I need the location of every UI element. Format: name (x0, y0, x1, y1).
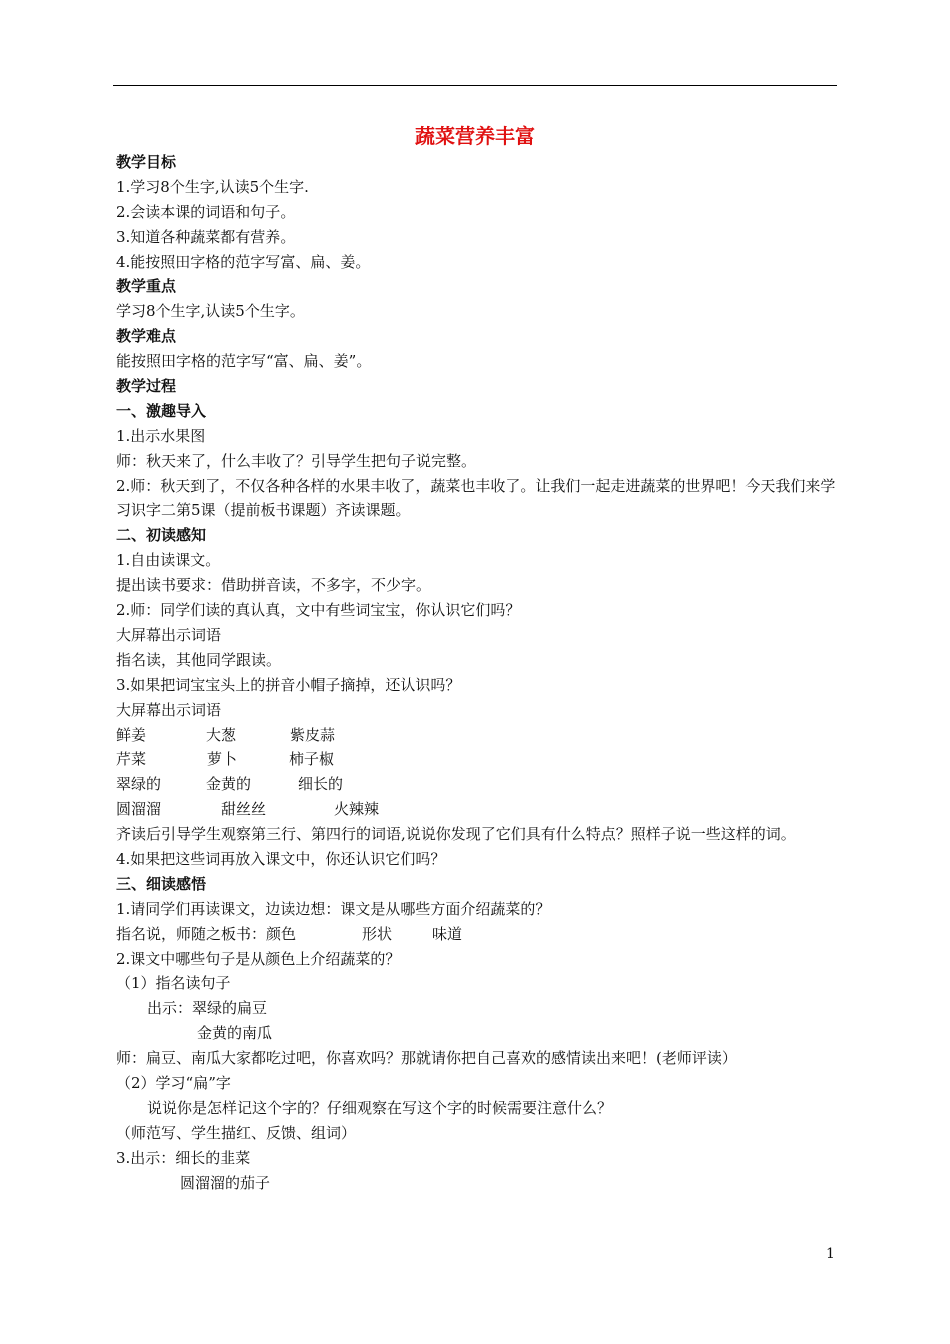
paragraph: 2.师：秋天到了，不仅各种各样的水果丰收了，蔬菜也丰收了。让我们一起走进蔬菜的世界吧！今天我们来学习识字二第5课（提前板书课题）齐读课题。 (116, 476, 836, 520)
key-points-text: 学习8个生字,认读5个生字。 (116, 302, 305, 321)
subsection-heading-first-reading: 二、初读感知 (116, 526, 207, 545)
word: 火辣辣 (334, 800, 380, 819)
word: 甜丝丝 (221, 800, 267, 819)
word: 翠绿的 (116, 775, 162, 794)
word: 大葱 (206, 725, 237, 744)
word: 紫皮蒜 (290, 725, 336, 744)
paragraph: 3.出示：细长的韭菜 (116, 1148, 251, 1167)
word: 圆溜溜 (116, 800, 162, 819)
word: 金黄的 (206, 775, 252, 794)
paragraph: 1.出示水果图 (116, 426, 206, 445)
document-body (116, 150, 840, 1195)
difficulties-text: 能按照田字格的范字写“富、扁、姜”。 (116, 352, 372, 371)
board-word: 形状 (362, 924, 393, 943)
paragraph: （师范写、学生描红、反馈、组词） (116, 1123, 357, 1142)
board-word: 味道 (432, 924, 463, 943)
paragraph: 4.如果把这些词再放入课文中，你还认识它们吗？ (116, 849, 446, 868)
paragraph: 说说你是怎样记这个字的？仔细观察在写这个字的时候需要注意什么？ (147, 1098, 613, 1117)
objective-item: 4.能按照田字格的范字写富、扁、姜。 (116, 252, 371, 271)
word: 鲜姜 (116, 725, 147, 744)
word: 萝卜 (207, 750, 238, 769)
section-heading-difficulties: 教学难点 (116, 327, 177, 346)
board-note: 指名说，师随之板书：颜色 (116, 924, 297, 943)
paragraph: 师：秋天来了，什么丰收了？引导学生把句子说完整。 (116, 451, 477, 470)
word: 细长的 (298, 775, 344, 794)
document-title: 蔬菜营养丰富 (415, 124, 535, 148)
paragraph: 齐读后引导学生观察第三行、第四行的词语,说说你发现了它们具有什么特点？照样子说一些这样的词。 (116, 825, 796, 844)
paragraph: 1.自由读课文。 (116, 551, 221, 570)
word-row (116, 797, 840, 822)
section-heading-key-points: 教学重点 (116, 277, 177, 296)
word-row (116, 723, 840, 748)
paragraph: 2.课文中哪些句子是从颜色上介绍蔬菜的？ (116, 949, 401, 968)
paragraph: 出示：翠绿的扁豆 (147, 999, 268, 1018)
paragraph: 大屏幕出示词语 (116, 625, 222, 644)
paragraph: 1.请同学们再读课文，边读边想：课文是从哪些方面介绍蔬菜的？ (116, 899, 551, 918)
header-rule (113, 85, 837, 86)
paragraph: 金黄的南瓜 (197, 1024, 273, 1043)
section-heading-objectives: 教学目标 (116, 153, 177, 171)
objective-item: 1.学习8个生字,认读5个生字. (116, 177, 309, 196)
objective-item: 3.知道各种蔬菜都有营养。 (116, 227, 296, 246)
word-row (116, 772, 840, 797)
paragraph: 2.师：同学们读的真认真，文中有些词宝宝，你认识它们吗？ (116, 601, 521, 620)
page-number: 1 (826, 1246, 835, 1262)
word: 芹菜 (116, 750, 147, 769)
paragraph: 大屏幕出示词语 (116, 700, 222, 719)
paragraph (116, 922, 840, 947)
paragraph: （2）学习“扁”字 (116, 1074, 231, 1092)
paragraph: 3.如果把词宝宝头上的拼音小帽子摘掉，还认识吗？ (116, 675, 461, 694)
paragraph: 圆溜溜的茄子 (180, 1173, 271, 1192)
word-row (116, 747, 840, 772)
section-heading-process: 教学过程 (116, 377, 177, 396)
paragraph: 指名读，其他同学跟读。 (116, 650, 282, 669)
subsection-heading-intro: 一、激趣导入 (116, 401, 207, 420)
word: 柿子椒 (289, 750, 335, 769)
paragraph: 提出读书要求：借助拼音读，不多字，不少字。 (116, 576, 432, 595)
subsection-heading-close-reading: 三、细读感悟 (116, 874, 207, 893)
paragraph: （1）指名读句子 (116, 974, 231, 993)
paragraph: 师：扁豆、南瓜大家都吃过吧，你喜欢吗？那就请你把自己喜欢的感情读出来吧！(老师评读） (116, 1049, 737, 1068)
objective-item: 2.会读本课的词语和句子。 (116, 202, 296, 221)
